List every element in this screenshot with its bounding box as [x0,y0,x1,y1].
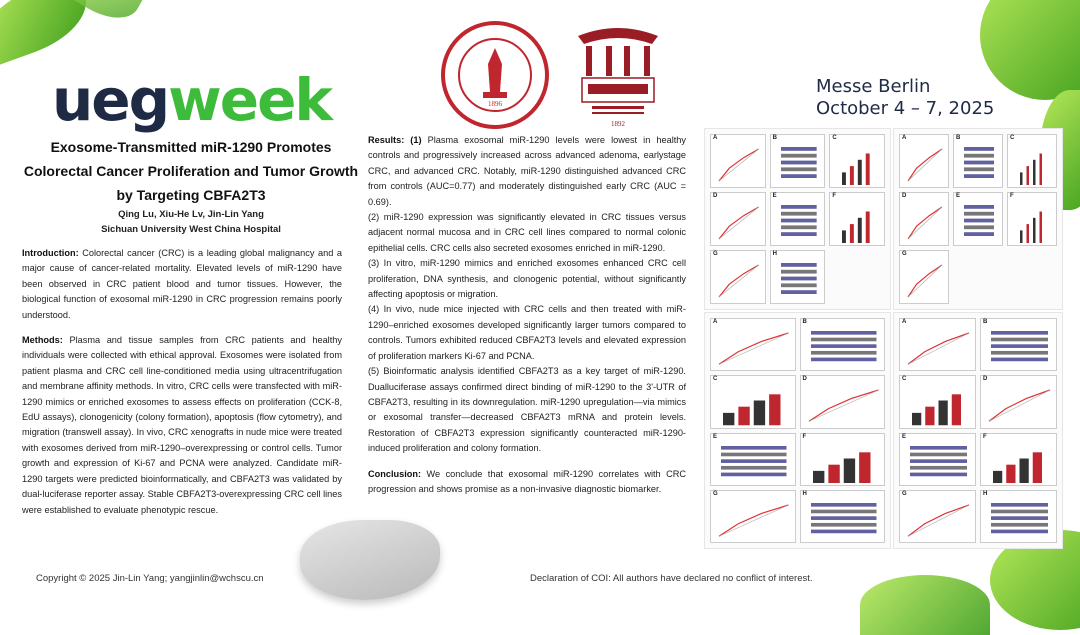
poster-title: Exosome-Transmitted miR-1290 Promotes Colorectal Cancer Proliferation and Tumor Growth by Targeting CBFA2T3 [23,139,359,203]
figure-panel [710,318,796,371]
figure-panel-label: F [832,193,836,199]
figure-panel [1007,134,1057,188]
figure-panel-label: G [713,251,718,257]
figure-panel [829,192,885,246]
figure-panel [980,490,1057,543]
svg-text:1892: 1892 [611,120,625,128]
sichuan-university-seal [440,20,550,130]
figure-panel-label: B [772,135,777,141]
figure-panel-graphic [715,143,763,185]
figure-panel [980,318,1057,371]
figure-panel-graphic [904,143,946,185]
figure-panel-label: A [902,319,907,325]
figure-panel [899,375,976,428]
figure-panel-graphic [985,442,1054,483]
figure-panel-graphic [715,499,793,540]
middle-column [368,133,686,507]
figure-panel-graphic [805,327,883,368]
figure-panel [800,490,886,543]
figure-panel-label: D [983,376,988,383]
figure-panel [710,433,796,486]
figure-panel-graphic [904,442,973,483]
figure-panel [770,192,826,246]
decorative-leaf-top-left [0,0,97,67]
figure-panel-graphic [985,384,1054,425]
figure-panel-graphic [985,327,1054,368]
figure-panel-graphic [958,143,1000,185]
figure-panel [710,192,766,246]
figure-panel-label: A [713,319,718,325]
figure-panel-graphic [904,327,973,368]
results-point-3: (3) In vitro, miR-1290 mimics and enriched exosomes enhanced CRC cell proliferation, DNA synthesis, and clonogenic potential, without significantly affecting apoptosis or migration. [368,258,686,300]
left-column [22,246,342,528]
results-point-5: (5) Bioinformatic analysis identified CBFA2T3 as a key target of miR-1290. Dualluciferase assays confirmed direct binding of miR-1290 to the 3'-UTR of CBFA2T3, resulting in its downregulation. miR-1290 upregulation—via mimics or exosomal transfer—decreased CBFA2T3 mRNA and protein levels. Restoration of CBFA2T3 expression significantly counteracted miR-1290-induced proliferation and colony formation. [368,366,686,454]
figure-panel-label: B [802,319,807,325]
results-section: Results: (1) Plasma exosomal miR-1290 levels were lowest in healthy controls and progressively increased across advanced adenoma, earlystage CRC, and advanced CRC. Notably, miR-1290 distinguished advanced CRC from controls (AUC=0.77) and moderately distinguished early CRC (AUC = 0.69). [368,135,687,207]
figure-panel-label: A [902,135,907,141]
figure-panel-graphic [775,143,823,185]
figure-panel [980,433,1057,486]
uegweek-logo: uegweek [52,66,331,134]
figure-panel-label: F [802,433,807,440]
figure-panel-graphic [904,259,946,301]
figure-panel-label: H [983,490,988,497]
figure-panel [899,250,949,304]
venue-dates: October 4 – 7, 2025 [816,98,995,119]
figure-panel-graphic [775,201,823,243]
coi-footer: Declaration of COI: All authors have declared no conflict of interest. [530,573,813,584]
figure-panel-label: D [902,193,907,199]
figure-panel-graphic [904,201,946,243]
figure-3 [704,312,891,549]
figure-1 [704,128,891,310]
conclusion-section: Conclusion: We conclude that exosomal miR-1290 correlates with CRC progression and shows promise as a non-invasive diagnostic biomarker. [368,468,686,494]
figure-panel-label: B [983,319,988,325]
figure-panel [710,134,766,188]
west-china-hospital-emblem [572,22,664,130]
figure-panel [800,318,886,371]
figure-panel-label: F [983,433,987,440]
figure-panel-label: D [802,376,807,383]
figure-panel [710,250,766,304]
figure-panel-graphic [805,442,883,483]
figure-panel-graphic [834,143,882,185]
figure-panel-label: H [802,490,807,497]
figure-panel-label: H [772,251,777,257]
results-point-4: (4) In vivo, nude mice injected with CRC cells and then treated with miR-1290–enriched exosomes developed significantly larger tumors compared to controls. Tumors exhibited reduced CBFA2T3 levels and elevated expression of proliferation markers Ki-67 and PCNA. [368,304,686,361]
figure-panel-graphic [805,499,883,540]
figure-panel [1007,192,1057,246]
figure-panel [899,490,976,543]
figure-panel-graphic [904,384,973,425]
figure-panel-graphic [805,384,883,425]
figure-panel-graphic [1012,201,1054,243]
figure-panel [770,134,826,188]
figure-panel-label: G [713,490,718,497]
figure-panel-graphic [775,259,823,301]
figure-panel-label: C [1010,135,1015,141]
figure-panel [980,375,1057,428]
results-point-2: (2) miR-1290 expression was significantly elevated in CRC tissues versus adjacent normal mucosa and in CRC cell lines compared to normal colonic epithelial cells. CRC cells also secreted exosomes enriched in miR-1290. [368,212,686,253]
figure-panel [953,134,1003,188]
figure-panel [899,134,949,188]
figure-panel-label: G [902,490,907,497]
figure-panel-label: B [956,135,961,141]
figure-panel-graphic [715,384,793,425]
figure-panel-label: F [1010,193,1014,199]
figure-panel-graphic [715,259,763,301]
figure-panel [710,490,796,543]
figure-panel [710,375,796,428]
figure-panel-graphic [834,201,882,243]
author-block [16,207,366,237]
figure-panel-graphic [715,442,793,483]
introduction-section: Introduction: Colorectal cancer (CRC) is a leading global malignancy and a major cause of cancer-related mortality. Elevated levels of miR-1290 have been observed in CRC patient blood and tumor tissues. However, the biological function of exosomal miR-1290 in CRC progression remains poorly understood. [22,248,342,320]
figure-panel-label: C [902,376,907,383]
figure-panel [829,134,885,188]
authors: Qing Lu, Xiu-He Lv, Jin-Lin Yang [118,209,264,220]
svg-text:1896: 1896 [488,100,502,108]
figure-panel-label: C [832,135,837,141]
figure-panel-graphic [958,201,1000,243]
figure-panel [899,318,976,371]
figure-panel-label: A [713,135,718,141]
figure-panel-graphic [715,327,793,368]
figure-panel-label: D [713,193,718,199]
figure-panel-label: G [902,251,907,257]
methods-section: Methods: Plasma and tissue samples from CRC patients and healthy individuals were collected with ethical approval. Exosomes were isolated from patient plasma and CRC cell line-conditioned media using ultracentrifugation and membrane affinity methods. In vitro, CRC cells were transfected with miR-1290 mimics or enriched exosomes to assess effects on proliferation (CCK-8, EdU assays), clonogenicity (colony formation), apoptosis (flow cytometry), and migration (transwell assay). In vivo, CRC xenografts in nude mice were treated with exosomes derived from miR-1290–overexpressing or control cells. Tumor growth and expression of Ki-67 and PCNA were analyzed. Candidate miR-1290 targets were predicted bioinformatically, and CBFA2T3 was validated by dual-luciferase reporter assay. Stable CBFA2T3-overexpressing CRC cell lines were established to evaluate phenotypic rescue. [22,335,342,515]
figure-4 [893,312,1063,549]
figure-panel-graphic [985,499,1054,540]
figure-panel [953,192,1003,246]
figure-panel [899,433,976,486]
figure-panel-graphic [1012,143,1054,185]
figure-panel-graphic [904,499,973,540]
figure-panel-label: E [902,433,907,440]
figure-panel-label: E [713,433,718,440]
figure-2 [893,128,1063,310]
figure-panel [800,433,886,486]
decorative-leaf-bottom-right-2 [860,575,990,635]
figure-panel-label: E [956,193,961,199]
liver-illustration [300,520,440,600]
figure-panel-label: E [772,193,777,199]
figure-panel-label: C [713,376,718,383]
figure-panel [800,375,886,428]
venue [816,76,994,120]
figure-panel [770,250,826,304]
affiliation: Sichuan University West China Hospital [101,224,281,235]
venue-location: Messe Berlin [816,76,931,97]
copyright-footer: Copyright © 2025 Jin-Lin Yang; yangjinlin@wchscu.cn [36,573,264,584]
figure-panel [899,192,949,246]
figure-panel-graphic [715,201,763,243]
decorative-leaf-top-right [980,0,1080,100]
